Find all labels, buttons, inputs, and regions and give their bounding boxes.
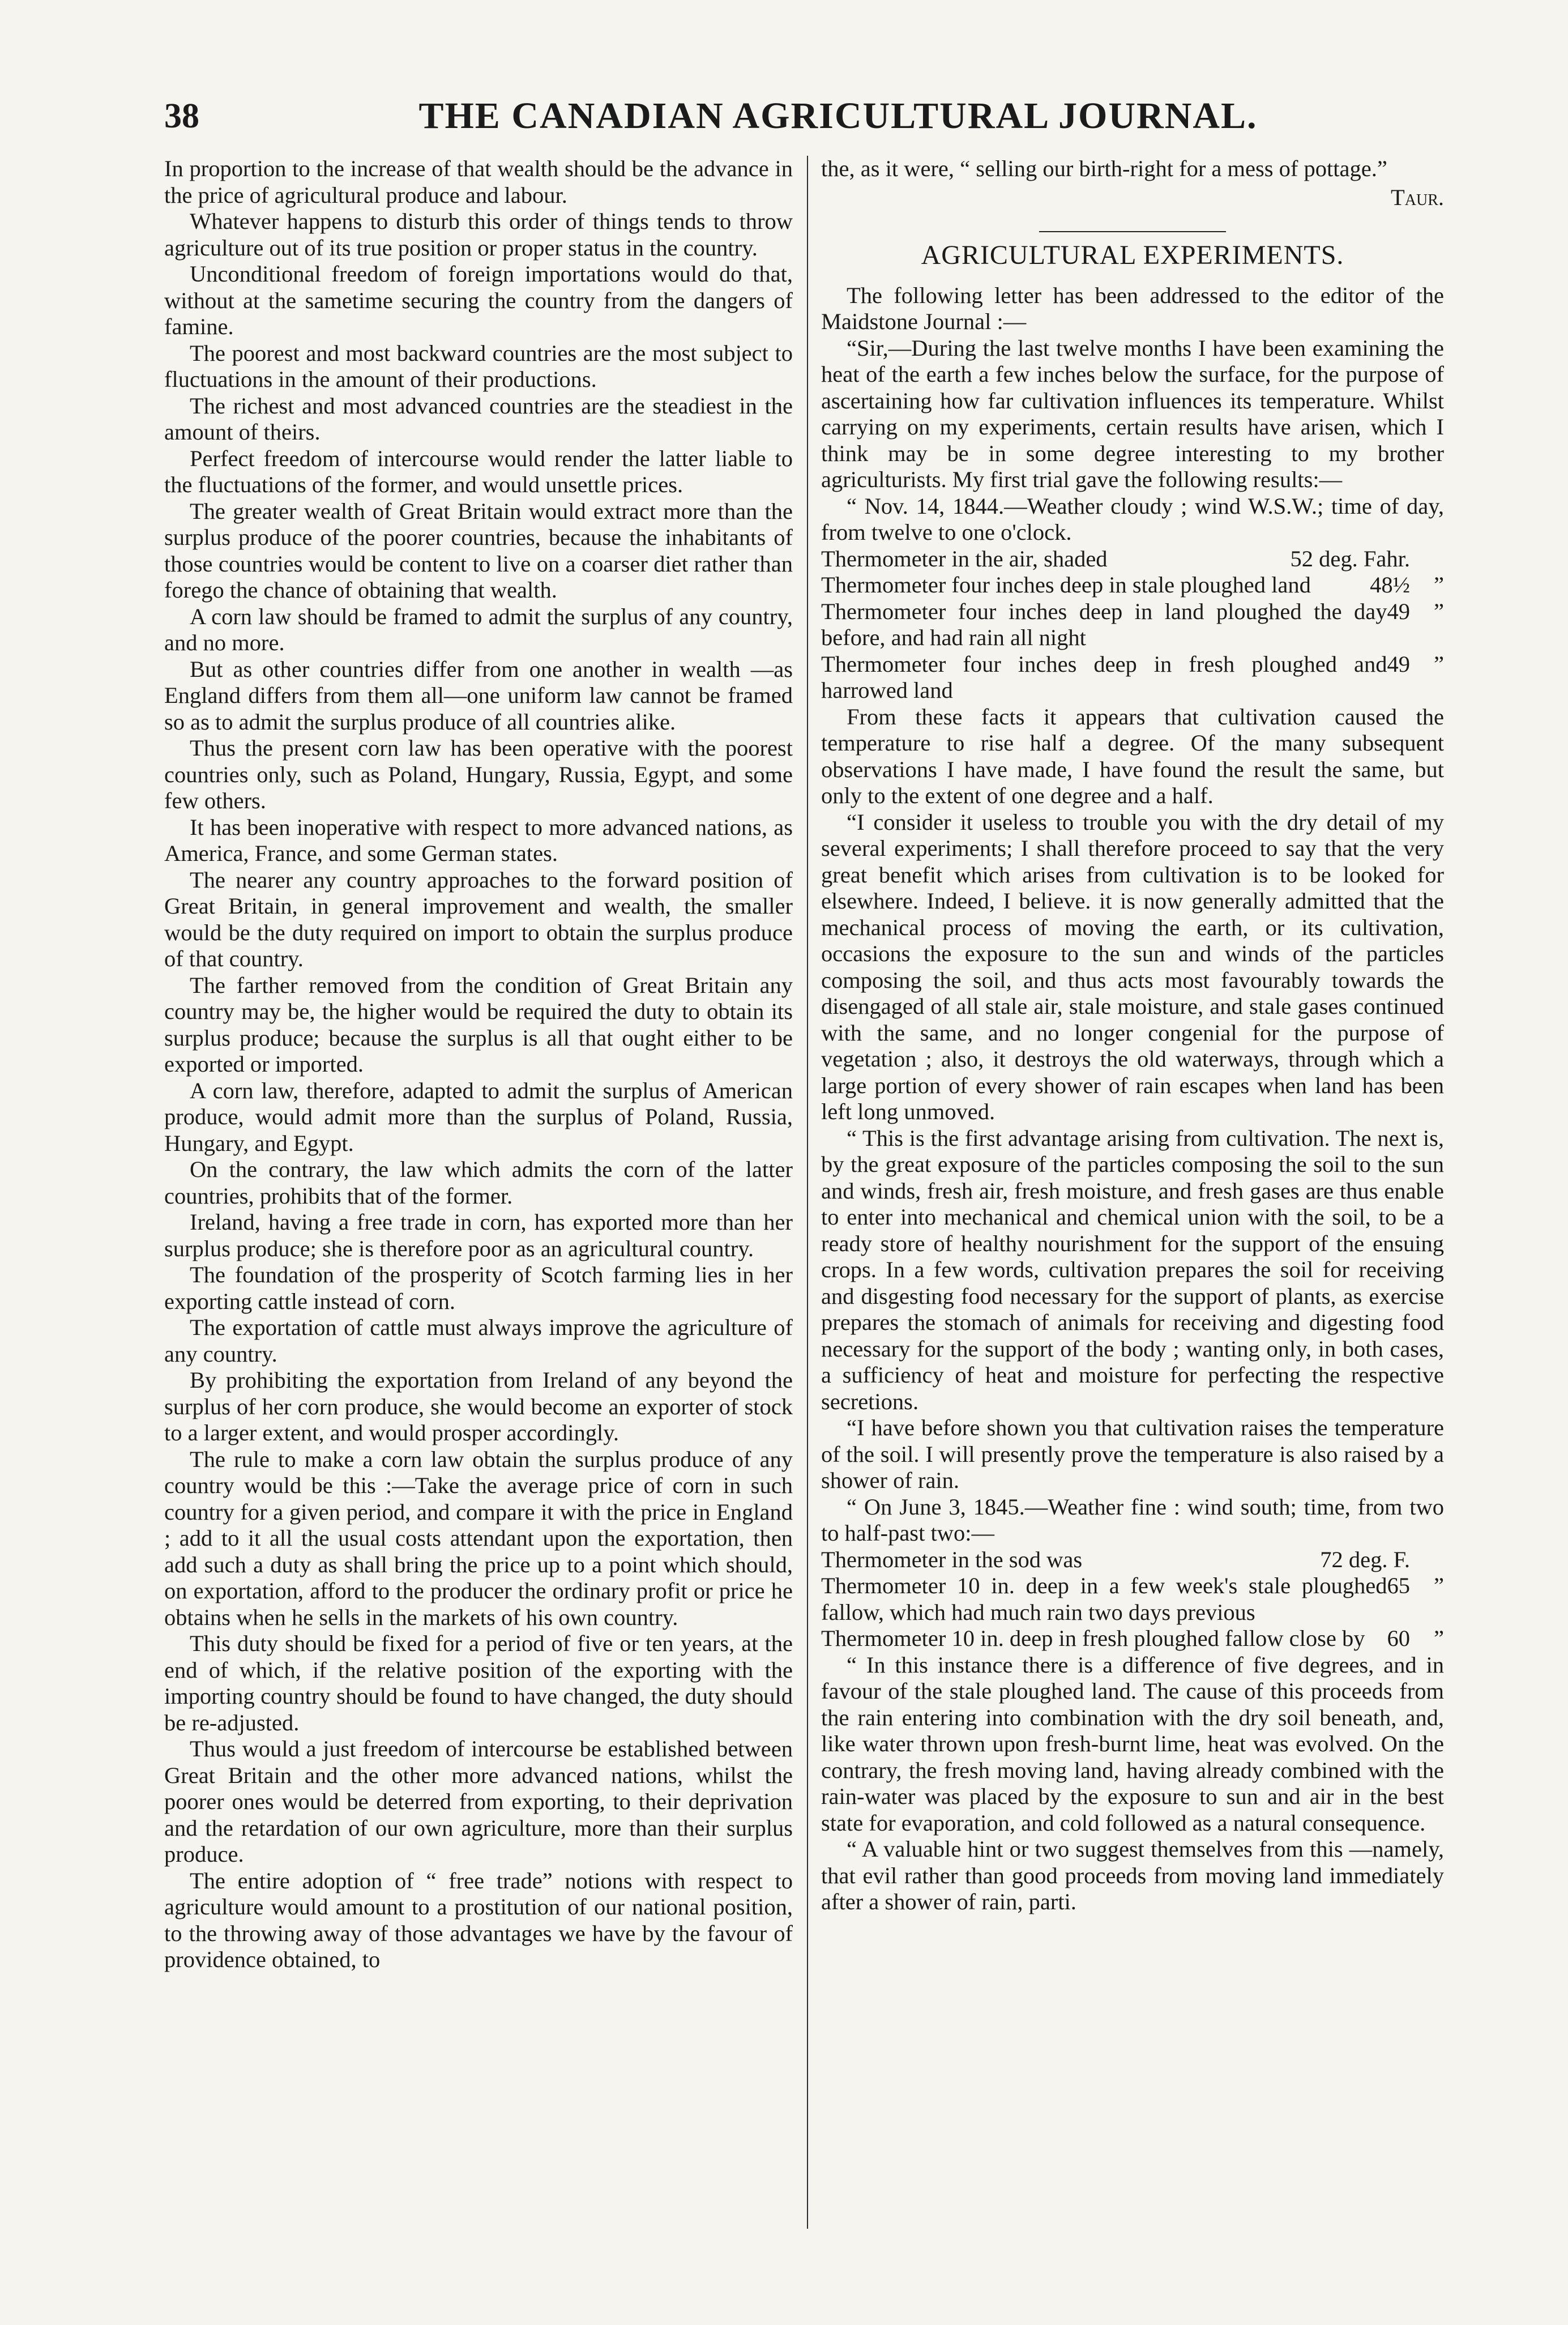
- reading-value: 72 deg. F.: [1320, 1546, 1410, 1572]
- paragraph: Thus would a just freedom of intercourse be established between Great Britain and the other more advanced nations, whilst the poorer ones would be deterred from exporting, to their deprivation and the retardation of our own agriculture, more than their surplus produce.: [164, 1736, 793, 1867]
- reading-label: Thermometer in the sod was: [821, 1546, 1083, 1572]
- paragraph: “ In this instance there is a difference of five degrees, and in favour of the stale ploughed land. The cause of this proceeds from the rain entering into combination with the dry soil beneath, and, like water thrown upon fresh-burnt lime, heat was evolved. On the contrary, the fresh moving land, having already combined with the rain-water was placed by the exposure to sun and air in the best state for evaporation, and cold followed as a natural consequence.: [821, 1652, 1444, 1836]
- ditto-mark: ”: [1434, 651, 1444, 677]
- reading-label: Thermometer 10 in. deep in fresh ploughed fallow close by: [821, 1626, 1365, 1651]
- paragraph: From these facts it appears that cultivation caused the temperature to rise half a degree. Of the many subsequent observations I have made, I have found the result the same, but only to the extent of one degree and a half.: [821, 703, 1444, 808]
- paragraph: Ireland, having a free trade in corn, has exported more than her surplus produce; she is therefore poor as an agricultural country.: [164, 1209, 793, 1261]
- page-number: 38: [164, 96, 199, 135]
- reading-row: [821, 1573, 1444, 1626]
- paragraph: The foundation of the prosperity of Scotch farming lies in her exporting cattle instead of corn.: [164, 1262, 793, 1314]
- reading-label: Thermometer four inches deep in stale ploughed land: [821, 572, 1311, 598]
- reading-row: [821, 1626, 1444, 1652]
- right-column: [821, 156, 1444, 1916]
- paragraph: The entire adoption of “ free trade” notions with respect to agriculture would amount to a prostitution of our national position, to the throwing away of those advantages we have by the favour of providence obtained, to: [164, 1867, 793, 1972]
- paragraph: The greater wealth of Great Britain would extract more than the surplus produce of the poorer countries, because the inhabitants of those countries would be content to live on a coarser diet rather than forego the chance of obtaining that wealth.: [164, 498, 793, 603]
- paragraph: The nearer any country approaches to the forward position of Great Britain, in general improvement and wealth, the smaller would be the duty required on import to obtain the surplus produce of that country.: [164, 867, 793, 971]
- reading-value: 65: [1387, 1573, 1410, 1598]
- reading-value: 48½: [1370, 572, 1410, 598]
- paragraph: But as other countries differ from one another in wealth —as England differs from them all—one uniform law cannot be framed so as to admit the surplus produce of all countries alike.: [164, 656, 793, 735]
- paragraph: “ A valuable hint or two suggest themselves from this —namely, that evil rather than good proceeds from moving land immediately after a shower of rain, parti.: [821, 1836, 1444, 1914]
- paragraph: It has been inoperative with respect to more advanced nations, as America, France, and some German states.: [164, 814, 793, 866]
- paragraph: Thus the present corn law has been operative with the poorest countries only, such as Poland, Hungary, Russia, Egypt, and some few others.: [164, 735, 793, 813]
- reading-row: [821, 1547, 1444, 1573]
- paragraph: The farther removed from the condition of Great Britain any country may be, the higher would be required the duty to obtain its surplus produce; because the surplus is all that ought either to be exported or imported.: [164, 972, 793, 1077]
- continuation-text: the, as it were, “ selling our birth-right for a mess of pottage.”: [821, 156, 1387, 181]
- observation-heading: “ On June 3, 1845.—Weather fine : wind south; time, from two to half-past two:—: [821, 1494, 1444, 1546]
- paragraph: The richest and most advanced countries are the steadiest in the amount of theirs.: [164, 393, 793, 445]
- reading-row: [821, 572, 1444, 599]
- paragraph: “I consider it useless to trouble you with the dry detail of my several experiments; I shall therefore proceed to say that the very great benefit which arises from cultivation is to be looked for elsewhere. Indeed, I believe. it is now generally admitted that the mechanical process of moving the earth, or its cultivation, occasions the exposure to the sun and winds of the particles composing the soil, and thus acts most favourably towards the disengaged of all stale air, stale moisture, and stale gases continued with the same, and no longer congenial for the purpose of vegetation ; also, it destroys the old waterways, through which a large portion of every shower of rain escapes when land has been left long unmoved.: [821, 809, 1444, 1124]
- paragraph: By prohibiting the exportation from Ireland of any beyond the surplus of her corn produce, she would become an exporter of stock to a larger extent, and would prosper accordingly.: [164, 1367, 793, 1445]
- paragraph: A corn law, therefore, adapted to admit the surplus of American produce, would admit more than the surplus of Poland, Russia, Hungary, and Egypt.: [164, 1077, 793, 1156]
- letter-intro: The following letter has been addressed to the editor of the Maidstone Journal :—: [821, 282, 1444, 334]
- ditto-mark: ”: [1434, 598, 1444, 624]
- reading-value: 60: [1387, 1626, 1410, 1651]
- paragraph: “I have before shown you that cultivation raises the temperature of the soil. I will presently prove the temperature is also raised by a shower of rain.: [821, 1415, 1444, 1493]
- journal-page: [164, 85, 1444, 2237]
- paragraph: The exportation of cattle must always improve the agriculture of any country.: [164, 1315, 793, 1367]
- paragraph: The poorest and most backward countries are the most subject to fluctuations in the amount of their productions.: [164, 340, 793, 392]
- observation-heading: “ Nov. 14, 1844.—Weather cloudy ; wind W.S.W.; time of day, from twelve to one o'clock.: [821, 493, 1444, 545]
- paragraph: The rule to make a corn law obtain the surplus produce of any country would be this :—Take the average price of corn in such country for a given period, and compare it with the price in England ; add to it all the usual costs attendant upon the exportation, then add such a duty as shall bring the price up to a point which should, on exportation, afford to the producer the ordinary profit or price he obtains when he sells in the markets of his own country.: [164, 1446, 793, 1630]
- paragraph: On the contrary, the law which admits the corn of the latter countries, prohibits that of the former.: [164, 1157, 793, 1209]
- reading-row: [821, 599, 1444, 651]
- paragraph: “ This is the first advantage arising from cultivation. The next is, by the great exposure of the particles composing the soil to the sun and winds, fresh air, fresh moisture, and fresh gases are thus enable to enter into mechanical and chemical union with the soil, to be a ready store of healthy nourishment for the support of the ensuing crops. In a few words, cultivation prepares the soil for receiving and disgesting food necessary for the support of plants, as exercise prepares the stomach of animals for receiving and digesting food necessary for the support of the body ; wanting only, in both cases, a sufficiency of heat and moisture for perfecting the respective secretions.: [821, 1125, 1444, 1414]
- author-signature: Taur.: [1391, 184, 1444, 210]
- reading-label: Thermometer four inches deep in land ploughed the day before, and had rain all night: [821, 598, 1387, 650]
- paragraph: Unconditional freedom of foreign importations would do that, without at the sametime securing the country from the dangers of famine.: [164, 261, 793, 339]
- reading-row: [821, 546, 1444, 573]
- ditto-mark: ”: [1434, 1573, 1444, 1598]
- reading-value: 49: [1387, 651, 1410, 677]
- reading-label: Thermometer 10 in. deep in a few week's stale ploughed fallow, which had much rain two days previous: [821, 1573, 1387, 1625]
- paragraph: This duty should be fixed for a period of five or ten years, at the end of which, if the relative position of the exporting with the importing country should be found to have changed, the duty should be re-adjusted.: [164, 1631, 793, 1735]
- column-divider: [807, 156, 808, 2229]
- ditto-mark: ”: [1434, 572, 1444, 598]
- reading-label: Thermometer four inches deep in fresh ploughed and harrowed land: [821, 651, 1387, 703]
- paragraph: In proportion to the increase of that wealth should be the advance in the price of agricultural produce and labour.: [164, 156, 793, 208]
- paragraph: Whatever happens to disturb this order of things tends to throw agriculture out of its true position or proper status in the country.: [164, 208, 793, 261]
- reading-row: [821, 651, 1444, 704]
- paragraph: “Sir,—During the last twelve months I have been examining the heat of the earth a few inches below the surface, for the purpose of ascertaining how far cultivation influences its temperature. Whilst carrying on my experiments, certain results have arisen, which I think may be in some degree interesting to my brother agriculturists. My first trial gave the following results:—: [821, 335, 1444, 492]
- section-title: AGRICULTURAL EXPERIMENTS.: [921, 240, 1344, 270]
- left-column: [164, 156, 793, 1973]
- paragraph: A corn law should be framed to admit the surplus of any country, and no more.: [164, 603, 793, 655]
- page-header: [164, 85, 1444, 147]
- journal-title: THE CANADIAN AGRICULTURAL JOURNAL.: [418, 95, 1258, 136]
- ditto-mark: ”: [1434, 1626, 1444, 1651]
- reading-value: 52 deg. Fahr.: [1290, 545, 1410, 571]
- reading-label: Thermometer in the air, shaded: [821, 545, 1108, 571]
- reading-value: 49: [1387, 598, 1410, 624]
- paragraph: Perfect freedom of intercourse would render the latter liable to the fluctuations of the former, and would unsettle prices.: [164, 445, 793, 497]
- section-divider: [1039, 231, 1226, 232]
